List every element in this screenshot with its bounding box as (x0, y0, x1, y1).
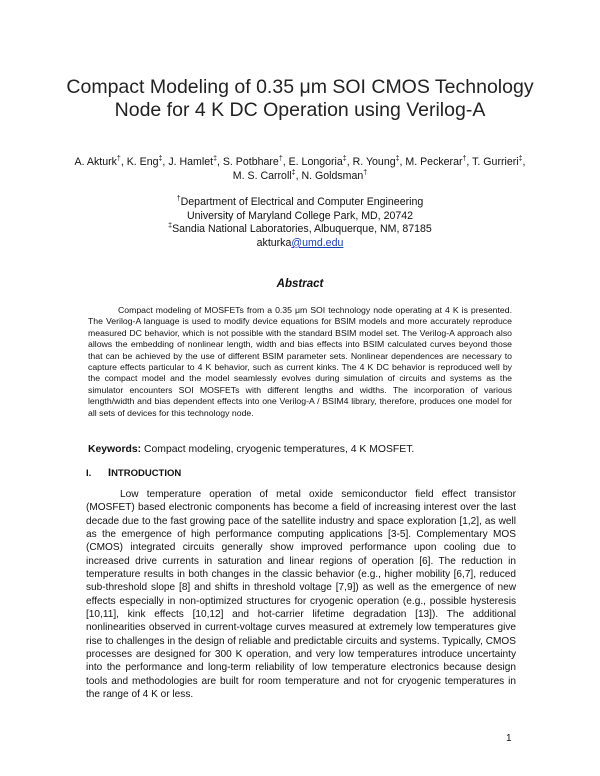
affiliations (100, 196, 500, 250)
author-email: akturka@umd.edu (256, 236, 344, 249)
paper-title: Compact Modeling of 0.35 μm SOI CMOS Technology Node for 4 K DC Operation using Verilog-A (66, 76, 534, 121)
author-list: A. Akturk†, K. Eng‡, J. Hamlet‡, S. Potbhare†, E. Longoria‡, R. Young‡, M. Peckerar†, T. Gurrieri‡, M. S. Carroll‡, N. Goldsman† (74, 155, 526, 182)
abstract-paragraph: Compact modeling of MOSFETs from a 0.35 μm SOI technology node operating at 4 K is presented. The Verilog-A language is used to modify device equations for BSIM models and more accurately reproduce measured DC behavior, which is not possible with the standard BSIM model set. The Verilog-A approach also allows the embedding of nonlinear length, width and bias effects into BSIM calculated curves beyond those that can be achieved by the use of different BSIM parameter sets. Nonlinear dependences are necessary to capture effects particular to 4 K behavior, such as current kinks. The 4 K DC behavior is reproduced well by the compact model and the model seamlessly evolves during simulation of circuits and systems as the simulator encounters SOI MOSFETs with different lengths and widths. The incorporation of various length/width and bias dependent effects into one Verilog-A / BSIM4 library, therefore, produces one model for all sets of devices for this technology node. (88, 305, 512, 418)
author-name: K. Eng‡ (126, 155, 163, 168)
keywords (88, 444, 512, 455)
section-title-rest: NTRODUCTION (111, 468, 182, 479)
affiliation-line: ‡Sandia National Laboratories, Albuquerque, NM, 87185 (168, 222, 432, 236)
email-link[interactable]: @umd.edu (291, 236, 344, 249)
page-number: 1 (506, 733, 512, 744)
author-name: N. Goldsman† (301, 169, 368, 182)
author-name: S. Potbhare† (222, 155, 283, 168)
author-name: M. S. Carroll‡ (232, 169, 296, 182)
author-name: A. Akturk† (74, 155, 121, 168)
keywords-label: Keywords: (88, 444, 142, 455)
author-name: R. Young‡ (352, 155, 400, 168)
section-initial: I (108, 467, 112, 479)
section-heading-introduction (86, 467, 181, 479)
abstract-body (88, 305, 512, 419)
author-name: J. Hamlet‡ (168, 155, 217, 168)
abstract-heading: Abstract (276, 278, 324, 290)
introduction-body (86, 488, 516, 702)
introduction-paragraph: Low temperature operation of metal oxide semiconductor field effect transistor (MOSFET) based electronic components has become a field of increasing interest over the last decade due to the fast growing pace of the satellite industry and space exploration [1,2], as well as the emergence of high performance computing applications [3-5]. Complementary MOS (CMOS) integrated circuits generally show improved performance upon cooling due to increased drive currents in saturation and linear regions of operation [6]. The reduction in temperature results in both changes in the classic behavior (e.g., higher mobility [6,7], reduced sub-threshold slope [8] and shifts in threshold voltage [7,9]) as well as the emergence of new effects especially in non-optimized structures for cryogenic operation (e.g., possible hysteresis [10,11], kink effects [10,12] and hot-carrier lifetime degradation [13]). The additional nonlinearities observed in current-voltage curves measured at extremely low temperatures give rise to challenges in the design of reliable and predictable circuits and systems. Typically, CMOS processes are designed for 300 K operation, and very low temperatures introduce uncertainty into the performance and long-term reliability of low temperature electronics because design tools and methodologies are built for room temperature and not for cryogenic temperatures in the range of 4 K or less. (86, 489, 516, 701)
author-name: E. Longoria‡ (288, 155, 347, 168)
affiliation-line: †Department of Electrical and Computer Engineering (176, 195, 424, 208)
section-number: I. (86, 468, 92, 479)
affiliation-line: University of Maryland College Park, MD, 20742 (186, 209, 414, 222)
keywords-text: Compact modeling, cryogenic temperatures, 4 K MOSFET. (144, 444, 415, 455)
author-name: T. Gurrieri‡ (472, 155, 523, 168)
author-name: M. Peckerar† (405, 155, 467, 168)
